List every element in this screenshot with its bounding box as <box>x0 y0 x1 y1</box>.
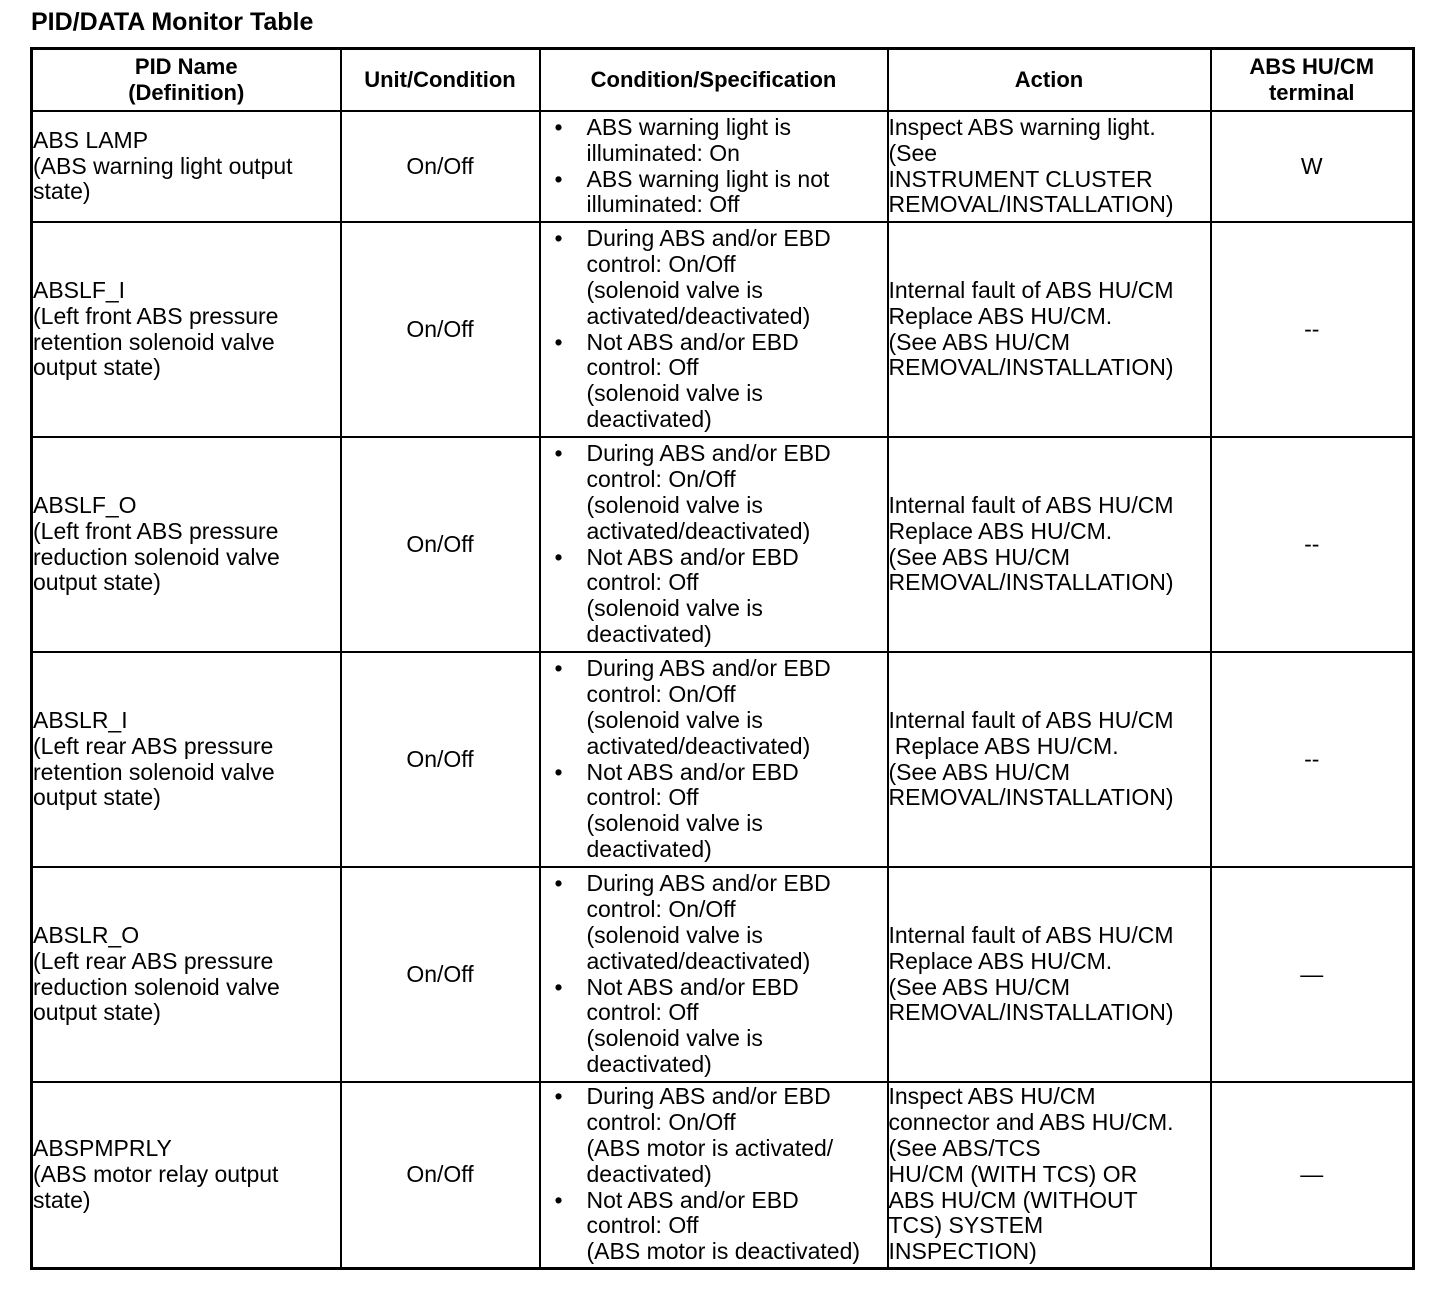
condition-item <box>541 1188 887 1265</box>
pid-name-cell <box>32 111 341 222</box>
action-line: REMOVAL/INSTALLATION) <box>888 999 1174 1026</box>
unit-cell: On/Off <box>341 1082 540 1268</box>
header-condition-specification: Condition/Specification <box>540 49 888 112</box>
condition-line: control: Off <box>586 784 699 811</box>
condition-line: • Not ABS and/or EBD <box>586 973 799 1000</box>
condition-line: control: On/Off <box>586 681 736 708</box>
pid-name-line: ABSLF_O <box>33 491 137 518</box>
pid-name-line: output state) <box>33 999 161 1026</box>
header-action: Action <box>888 49 1211 112</box>
pid-name-line: output state) <box>33 784 161 811</box>
condition-item <box>541 760 887 863</box>
condition-line: • Not ABS and/or EBD <box>586 328 799 355</box>
page-title: PID/DATA Monitor Table <box>31 8 314 36</box>
condition-list <box>541 871 887 1077</box>
pid-name-line: ABSLR_O <box>33 921 140 948</box>
condition-line: deactivated) <box>586 1050 712 1077</box>
pid-name-cell <box>32 1082 341 1268</box>
action-line: (See ABS/TCS <box>888 1135 1041 1162</box>
condition-line: (solenoid valve is <box>586 276 763 303</box>
condition-line: activated/deactivated) <box>586 947 811 974</box>
action-cell <box>888 867 1211 1082</box>
condition-line: • During ABS and/or EBD <box>586 440 831 467</box>
action-line: Inspect ABS HU/CM <box>888 1083 1096 1110</box>
terminal-cell: — <box>1211 1082 1414 1268</box>
pid-name-cell <box>32 652 341 867</box>
table-row <box>32 867 1414 1082</box>
condition-list <box>541 115 887 218</box>
unit-cell: On/Off <box>341 111 540 222</box>
condition-line: • ABS warning light is not <box>586 165 830 192</box>
pid-name-line: (Left front ABS pressure <box>33 517 279 544</box>
pid-name-line: retention solenoid valve <box>33 328 275 355</box>
pid-name-cell <box>32 867 341 1082</box>
condition-line: (solenoid valve is <box>586 921 763 948</box>
condition-line: activated/deactivated) <box>586 732 811 759</box>
pid-name-line: (ABS motor relay output <box>33 1160 279 1187</box>
pid-name-line: state) <box>33 1186 91 1213</box>
condition-item <box>541 975 887 1078</box>
action-line: ABS HU/CM (WITHOUT <box>888 1186 1138 1213</box>
condition-line: illuminated: Off <box>586 191 740 218</box>
condition-list <box>541 1084 887 1265</box>
condition-item <box>541 167 887 219</box>
condition-item <box>541 330 887 433</box>
action-line: Internal fault of ABS HU/CM <box>888 491 1174 518</box>
condition-line: deactivated) <box>586 405 712 432</box>
unit-cell: On/Off <box>341 867 540 1082</box>
condition-line: (ABS motor is activated/ <box>586 1135 834 1162</box>
header-pid-definition-label: (Definition) <box>128 80 245 105</box>
action-line: REMOVAL/INSTALLATION) <box>888 354 1174 381</box>
header-terminal <box>1211 49 1414 112</box>
condition-line: • Not ABS and/or EBD <box>586 543 799 570</box>
pid-name-cell <box>32 437 341 652</box>
condition-item <box>541 1084 887 1187</box>
pid-name-line: output state) <box>33 569 161 596</box>
terminal-cell: W <box>1211 111 1414 222</box>
action-line: (See ABS HU/CM <box>888 328 1070 355</box>
action-line: Internal fault of ABS HU/CM <box>888 706 1174 733</box>
action-line: Replace ABS HU/CM. <box>888 302 1113 329</box>
pid-name-line: reduction solenoid valve <box>33 973 280 1000</box>
pid-name-cell <box>32 222 341 437</box>
condition-line: (solenoid valve is <box>586 491 763 518</box>
condition-line: (solenoid valve is <box>586 380 763 407</box>
condition-line: deactivated) <box>586 835 712 862</box>
condition-line: control: Off <box>586 569 699 596</box>
header-pid-name-label: PID Name <box>134 54 238 79</box>
condition-line: • During ABS and/or EBD <box>586 225 831 252</box>
action-cell <box>888 111 1211 222</box>
action-line: (See ABS HU/CM <box>888 973 1070 1000</box>
condition-cell <box>540 1082 888 1268</box>
action-line: HU/CM (WITH TCS) OR <box>888 1160 1138 1187</box>
condition-line: control: On/Off <box>586 251 736 278</box>
table-row <box>32 1082 1414 1268</box>
condition-cell <box>540 111 888 222</box>
condition-cell <box>540 652 888 867</box>
action-line: Internal fault of ABS HU/CM <box>888 921 1174 948</box>
action-line: INSTRUMENT CLUSTER <box>888 165 1153 192</box>
condition-item <box>541 441 887 544</box>
unit-cell: On/Off <box>341 222 540 437</box>
action-line: connector and ABS HU/CM. <box>888 1109 1174 1136</box>
header-unit-condition: Unit/Condition <box>341 49 540 112</box>
action-line: Inspect ABS warning light. <box>888 113 1156 140</box>
condition-line: control: On/Off <box>586 896 736 923</box>
action-line: TCS) SYSTEM <box>888 1212 1044 1239</box>
pid-name-line: state) <box>33 178 91 205</box>
action-cell <box>888 437 1211 652</box>
condition-item <box>541 871 887 974</box>
action-line: REMOVAL/INSTALLATION) <box>888 784 1174 811</box>
condition-line: control: Off <box>586 354 699 381</box>
condition-line: (solenoid valve is <box>586 595 763 622</box>
condition-line: activated/deactivated) <box>586 302 811 329</box>
action-line: REMOVAL/INSTALLATION) <box>888 191 1174 218</box>
condition-line: • Not ABS and/or EBD <box>586 758 799 785</box>
action-line: REMOVAL/INSTALLATION) <box>888 569 1174 596</box>
header-pid-name <box>32 49 341 112</box>
condition-line: control: Off <box>586 999 699 1026</box>
header-terminal-line2: terminal <box>1268 80 1355 105</box>
table-header-row <box>32 49 1414 112</box>
pid-name-line: (Left rear ABS pressure <box>33 732 274 759</box>
condition-item <box>541 545 887 648</box>
pid-name-line: (ABS warning light output <box>33 152 293 179</box>
condition-line: control: On/Off <box>586 1109 736 1136</box>
condition-line: • During ABS and/or EBD <box>586 1083 831 1110</box>
condition-line: (solenoid valve is <box>586 706 763 733</box>
terminal-cell: — <box>1211 867 1414 1082</box>
header-terminal-line1: ABS HU/CM <box>1249 54 1375 79</box>
pid-name-line: ABSPMPRLY <box>33 1135 172 1162</box>
condition-line: (solenoid valve is <box>586 1025 763 1052</box>
condition-line: • Not ABS and/or EBD <box>586 1186 799 1213</box>
condition-cell <box>540 437 888 652</box>
pid-name-line: ABSLR_I <box>33 706 128 733</box>
condition-line: (solenoid valve is <box>586 810 763 837</box>
action-line: (See ABS HU/CM <box>888 543 1070 570</box>
pid-name-line: ABSLF_I <box>33 276 126 303</box>
condition-list <box>541 226 887 432</box>
pid-name-line: (Left rear ABS pressure <box>33 947 274 974</box>
table-row <box>32 111 1414 222</box>
condition-line: deactivated) <box>586 1160 712 1187</box>
terminal-cell: -- <box>1211 222 1414 437</box>
action-line: Replace ABS HU/CM. <box>888 517 1113 544</box>
pid-name-line: (Left front ABS pressure <box>33 302 279 329</box>
action-line: INSPECTION) <box>888 1238 1037 1265</box>
action-cell <box>888 222 1211 437</box>
action-cell <box>888 652 1211 867</box>
unit-cell: On/Off <box>341 652 540 867</box>
pid-name-line: retention solenoid valve <box>33 758 275 785</box>
action-line: Internal fault of ABS HU/CM <box>888 276 1174 303</box>
table-row <box>32 437 1414 652</box>
condition-list <box>541 656 887 862</box>
pid-name-line: output state) <box>33 354 161 381</box>
condition-line: control: On/Off <box>586 466 736 493</box>
table-row <box>32 652 1414 867</box>
action-line: Replace ABS HU/CM. <box>888 947 1113 974</box>
unit-cell: On/Off <box>341 437 540 652</box>
action-cell <box>888 1082 1211 1268</box>
action-line: (See ABS HU/CM <box>888 758 1070 785</box>
action-line: Replace ABS HU/CM. <box>888 732 1119 759</box>
pid-name-line: ABS LAMP <box>33 126 149 153</box>
terminal-cell: -- <box>1211 652 1414 867</box>
condition-item <box>541 115 887 167</box>
condition-cell <box>540 867 888 1082</box>
condition-line: deactivated) <box>586 620 712 647</box>
condition-line: • During ABS and/or EBD <box>586 870 831 897</box>
condition-item <box>541 226 887 329</box>
action-line: (See <box>888 139 938 166</box>
condition-list <box>541 441 887 647</box>
condition-cell <box>540 222 888 437</box>
condition-line: (ABS motor is deactivated) <box>586 1238 861 1265</box>
condition-line: illuminated: On <box>586 139 740 166</box>
condition-line: activated/deactivated) <box>586 517 811 544</box>
table-row <box>32 222 1414 437</box>
pid-data-monitor-table <box>30 47 1415 1270</box>
condition-line: control: Off <box>586 1212 699 1239</box>
terminal-cell: -- <box>1211 437 1414 652</box>
pid-name-line: reduction solenoid valve <box>33 543 280 570</box>
condition-item <box>541 656 887 759</box>
condition-line: • ABS warning light is <box>586 113 792 140</box>
condition-line: • During ABS and/or EBD <box>586 655 831 682</box>
